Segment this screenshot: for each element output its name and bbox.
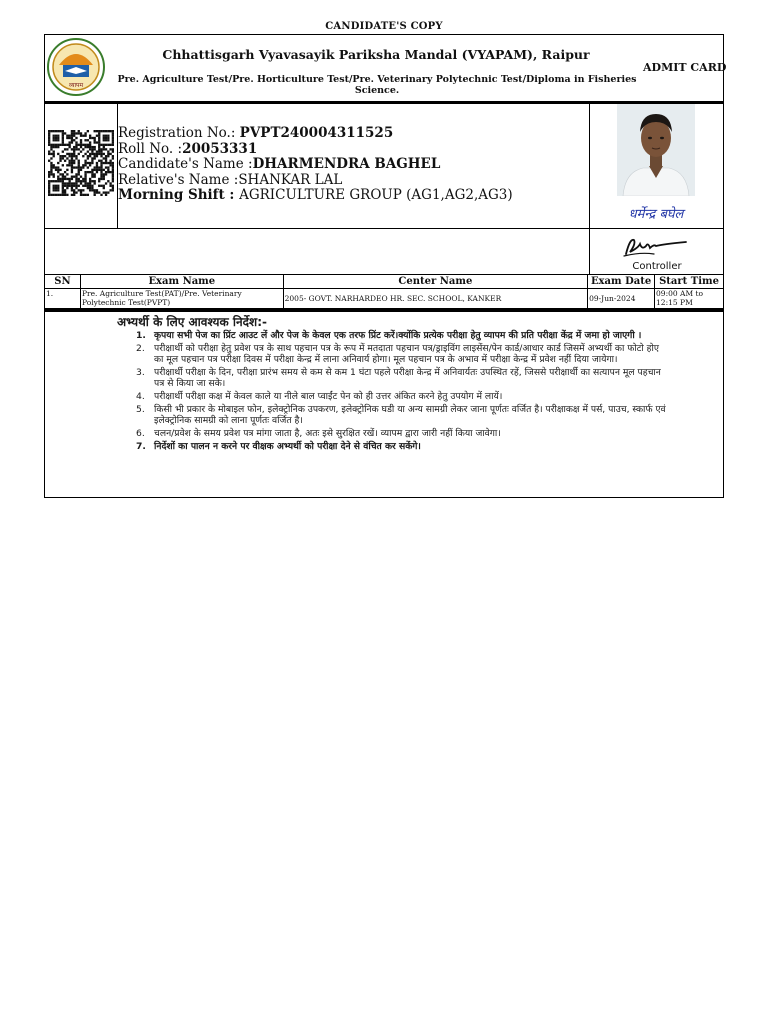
- cell-sn: 1.: [45, 289, 81, 309]
- instruction-item: 4. परीक्षार्थी परीक्षा कक्ष में केवल काले या नीले बाल प्वाईंट पेन को ही उत्तर अंकित करने हेतु उपयोग में लायें।: [136, 391, 503, 402]
- col-header-exam-name: Exam Name: [80, 275, 283, 289]
- photo-divider: [589, 104, 590, 274]
- shift-row: [118, 188, 513, 204]
- document-type: ADMIT CARD: [643, 61, 727, 74]
- table-row: [45, 289, 724, 309]
- col-header-sn: SN: [45, 275, 81, 289]
- instructions-heading: अभ्यर्थी के लिए आवश्यक निर्देश:-: [117, 315, 267, 329]
- shift-label: Morning Shift :: [118, 187, 240, 203]
- candidate-name: DHARMENDRA BAGHEL: [252, 156, 441, 172]
- cell-exam-name: Pre. Agriculture Test(PAT)/Pre. Veterinary Polytechnic Test(PVPT): [80, 289, 283, 309]
- instruction-item: 2. परीक्षार्थी को परीक्षा हेतु प्रवेश पत्र के साथ पहचान पत्र के रूप में मतदाता पहचान पत्र/ड्राइविंग लाइसेंस/पेन कार्ड/आधार कार्ड जिसमें अभ्यर्थी का फोटो होए का मूल पहचान पत्र परीक्षा दिवस में परीक्षा केन्द्र में लाना अनिवार्य होगा। मूल पहचान पत्र के अभाव में परीक्षा केन्द्र में प्रवेश नहीं दिया जायेगा।: [136, 343, 659, 365]
- relative-name: SHANKAR LAL: [238, 171, 343, 188]
- instructions-list: [132, 330, 666, 454]
- relative-label: Relative's Name :: [118, 171, 239, 188]
- candidate-details: [118, 126, 513, 204]
- instruction-item: 6. चलन/प्रवेश के समय प्रवेश पत्र मांगा जाता है, अतः इसे सुरक्षित रखें। व्यापम द्वारा जारी नहीं किया जावेगा।: [136, 428, 501, 439]
- organization-name: Chhattisgarh Vyavasayik Pariksha Mandal (VYAPAM), Raipur: [162, 47, 590, 62]
- roll-row: [118, 142, 513, 158]
- col-header-exam-date: Exam Date: [588, 275, 655, 289]
- cell-start-time: 09:00 AM to 12:15 PM: [655, 289, 724, 309]
- candidate-signature: [617, 201, 695, 225]
- vyapam-logo: [47, 37, 105, 97]
- svg-text:व्यापम: व्यापम: [68, 82, 84, 89]
- cell-exam-date: 09-Jun-2024: [588, 289, 655, 309]
- group-name: AGRICULTURE GROUP (AG1,AG2,AG3): [239, 187, 513, 203]
- relative-row: [118, 173, 513, 189]
- instruction-item: 3. परीक्षार्थी परीक्षा के दिन, परीक्षा प्रारंभ समय से कम से कम 1 घंटा पहले परीक्षा केन्द्र में अनिवार्यतः उपस्थित रहें, जिससे परीक्षार्थी का सत्यापन मूल पहचान पत्र से किया जा सके।: [136, 367, 661, 389]
- roll-label: Roll No. :: [118, 140, 183, 157]
- copy-label: CANDIDATE'S COPY: [325, 21, 443, 32]
- tests-line: Pre. Agriculture Test/Pre. Horticulture Test/Pre. Veterinary Polytechnic Test/Diploma in Fisheries Science.: [117, 74, 637, 96]
- qr-code: [48, 130, 114, 196]
- name-row: [118, 157, 513, 173]
- cell-center-name: 2005- GOVT. NARHARDEO HR. SEC. SCHOOL, KANKER: [283, 289, 587, 309]
- instruction-item: 7. निर्देशों का पालन न करने पर वीक्षक अभ्यर्थी को परीक्षा देने से वंचित कर सकेंगे।: [136, 441, 421, 452]
- instruction-item: 1. कृपया सभी पेज का प्रिंट आउट लें और पेज के केवल एक तरफ प्रिंट करें।क्योंकि प्रत्येक परीक्षा हेतु व्यापम की प्रति परीक्षा केंद्र में जमा हो जाएगी ।: [136, 330, 642, 341]
- registration-number: PVPT240004311525: [239, 125, 394, 141]
- details-divider: [44, 228, 724, 229]
- controller-label: Controller: [632, 261, 682, 272]
- name-label: Candidate's Name :: [118, 156, 253, 172]
- registration-row: [118, 126, 513, 142]
- svg-text:धर्मेन्द्र बघेल: धर्मेन्द्र बघेल: [628, 207, 684, 222]
- table-divider: [44, 309, 724, 312]
- col-header-center-name: Center Name: [283, 275, 587, 289]
- exam-table-header: [45, 275, 724, 289]
- col-header-start-time: Start Time: [655, 275, 724, 289]
- candidate-photo: [617, 104, 695, 196]
- roll-number: 20053331: [182, 140, 258, 157]
- instruction-item: 5. किसी भी प्रकार के मोबाइल फोन, इलेक्ट्रोनिक उपकरण, इलेक्ट्रोनिक घडी या अन्य सामग्री लेकर जाना पूर्णतः वर्जित है। परीक्षाकक्ष में पर्स, पाउच, स्कार्फ एवं इलेक्ट्रोनिक सामग्री को लाना पूर्णतः वर्जित है।: [136, 404, 666, 426]
- registration-label: Registration No.:: [118, 125, 240, 141]
- controller-signature: [620, 230, 692, 262]
- exam-table: [44, 274, 724, 309]
